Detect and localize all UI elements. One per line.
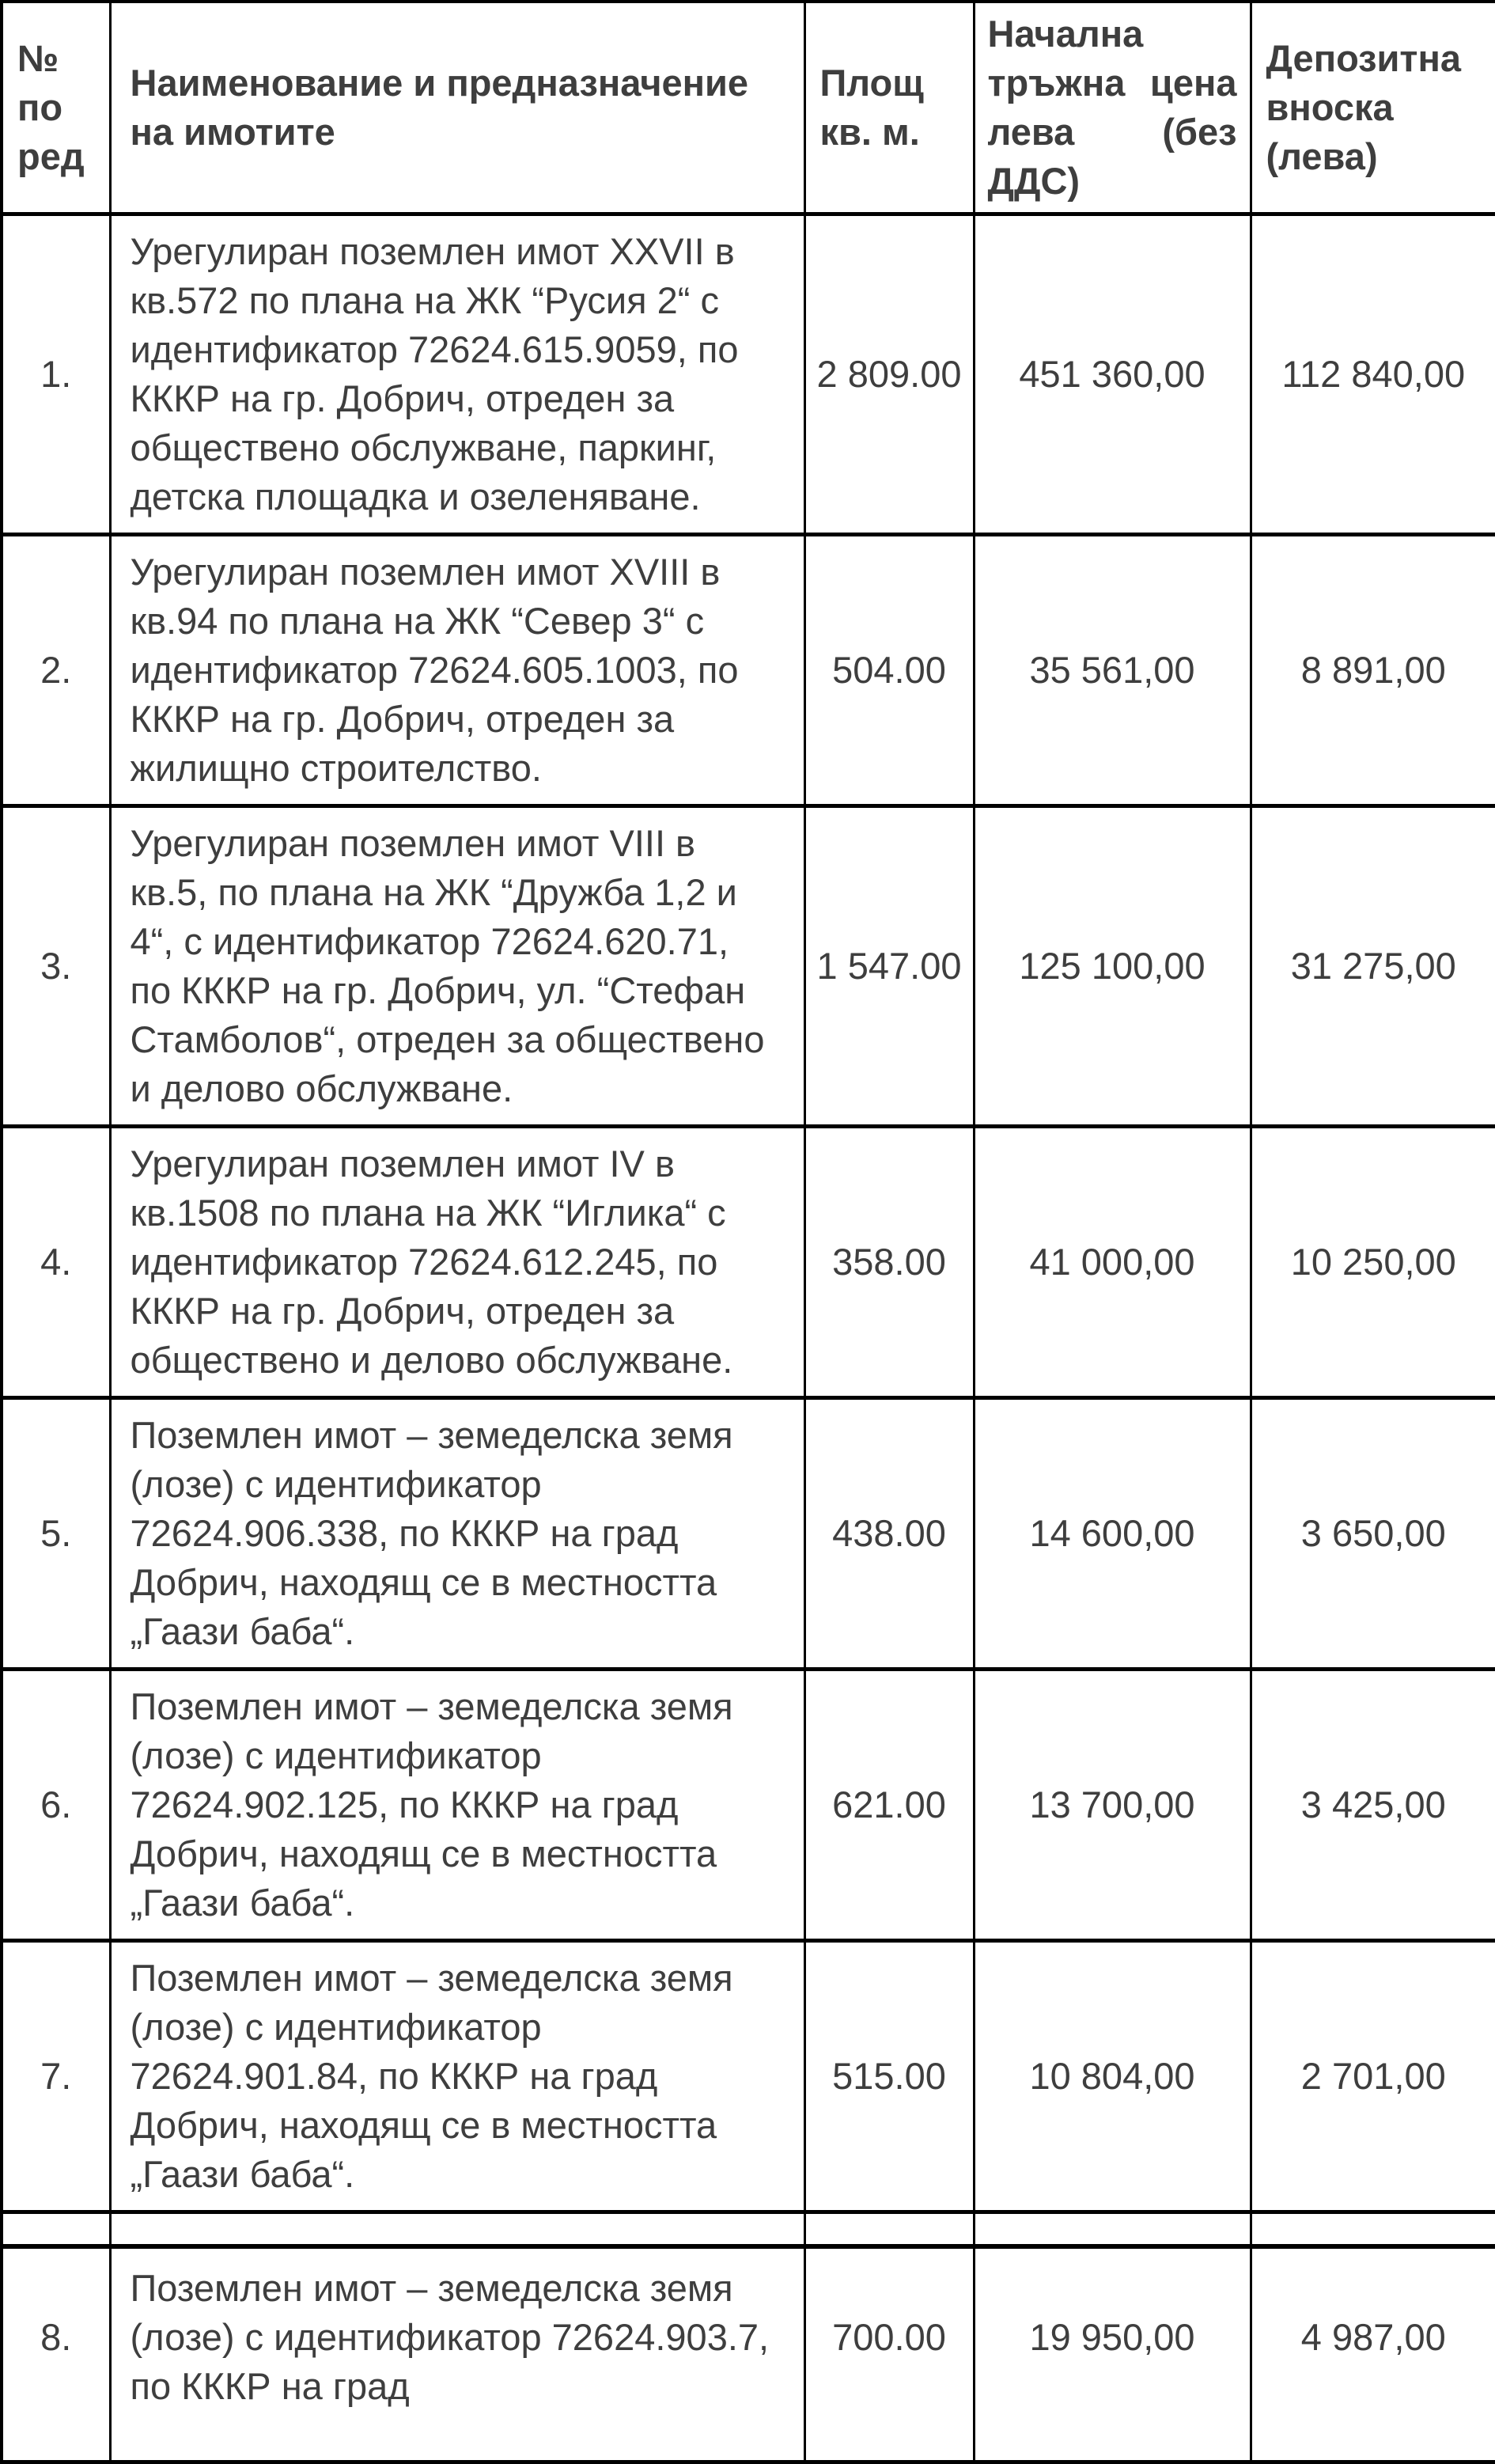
property-description: Поземлен имот – земеделска земя (лозе) с идентификатор 72624.902.125, по КККР на град Добрич, находящ се в местността „Гаази баба“.: [110, 1670, 804, 1941]
table-row: [2, 1670, 1495, 1941]
area-value: 515.00: [804, 1941, 974, 2212]
table-row: [2, 1941, 1495, 2212]
price-value: 10 804,00: [974, 1941, 1251, 2212]
row-number: 2.: [2, 535, 110, 806]
deposit-value: 112 840,00: [1251, 214, 1495, 535]
deposit-value: 4 987,00: [1251, 2212, 1495, 2462]
header-row: [2, 2, 1495, 214]
row-number: 5.: [2, 1398, 110, 1670]
area-value: 438.00: [804, 1398, 974, 1670]
row-number: 6.: [2, 1670, 110, 1941]
area-value: 621.00: [804, 1670, 974, 1941]
property-description: Поземлен имот – земеделска земя (лозе) с идентификатор 72624.901.84, по КККР на град Добрич, находящ се в местността „Гаази баба“.: [110, 1941, 804, 2212]
area-value: 2 809.00: [804, 214, 974, 535]
price-value: 13 700,00: [974, 1670, 1251, 1941]
col-header-property-name: Наименование и предназначение на имотите: [110, 2, 804, 214]
property-description: Поземлен имот – земеделска земя (лозе) с идентификатор 72624.906.338, по КККР на град Добрич, находящ се в местността „Гаази баба“.: [110, 1398, 804, 1670]
area-value: 504.00: [804, 535, 974, 806]
deposit-value: 3 425,00: [1251, 1670, 1495, 1941]
price-value: 125 100,00: [974, 806, 1251, 1127]
area-value: 358.00: [804, 1127, 974, 1398]
col-header-area: Площ кв. м.: [804, 2, 974, 214]
row-number: 4.: [2, 1127, 110, 1398]
deposit-value: 10 250,00: [1251, 1127, 1495, 1398]
page-bottom-cut-line: [0, 2244, 1495, 2249]
col-header-starting-price: Начална тръжна цена лева (без ДДС): [974, 2, 1251, 214]
table-row: [2, 806, 1495, 1127]
col-header-deposit: Депозитна вноска (лева): [1251, 2, 1495, 214]
price-value: 451 360,00: [974, 214, 1251, 535]
row-number: 3.: [2, 806, 110, 1127]
area-value: 700.00: [804, 2212, 974, 2462]
row-number: 1.: [2, 214, 110, 535]
property-description: Урегулиран поземлен имот VIII в кв.5, по плана на ЖК “Дружба 1,2 и 4“, с идентификатор 72624.620.71, по КККР на гр. Добрич, ул. “Стефан Стамболов“, отреден за обществено и делово обслужване.: [110, 806, 804, 1127]
property-description: Поземлен имот – земеделска земя (лозе) с идентификатор 72624.903.7, по КККР на град: [110, 2212, 804, 2462]
table-row: [2, 2212, 1495, 2462]
price-value: 19 950,00: [974, 2212, 1251, 2462]
price-value: 14 600,00: [974, 1398, 1251, 1670]
price-value: 41 000,00: [974, 1127, 1251, 1398]
deposit-value: 8 891,00: [1251, 535, 1495, 806]
row-number: 8.: [2, 2212, 110, 2462]
table-row: [2, 1127, 1495, 1398]
table-row: [2, 214, 1495, 535]
property-description: Урегулиран поземлен имот IV в кв.1508 по плана на ЖК “Иглика“ с идентификатор 72624.612.245, по КККР на гр. Добрич, отреден за обществено и делово обслужване.: [110, 1127, 804, 1398]
col-header-row-number: № по ред: [2, 2, 110, 214]
property-description: Урегулиран поземлен имот XXVII в кв.572 по плана на ЖК “Русия 2“ с идентификатор 72624.615.9059, по КККР на гр. Добрич, отреден за обществено обслужване, паркинг, детска площадка и озеленяване.: [110, 214, 804, 535]
table-row: [2, 1398, 1495, 1670]
deposit-value: 3 650,00: [1251, 1398, 1495, 1670]
area-value: 1 547.00: [804, 806, 974, 1127]
deposit-value: 31 275,00: [1251, 806, 1495, 1127]
property-description: Урегулиран поземлен имот XVIII в кв.94 по плана на ЖК “Север 3“ с идентификатор 72624.605.1003, по КККР на гр. Добрич, отреден за жилищно строителство.: [110, 535, 804, 806]
table-row: [2, 535, 1495, 806]
deposit-value: 2 701,00: [1251, 1941, 1495, 2212]
price-value: 35 561,00: [974, 535, 1251, 806]
row-number: 7.: [2, 1941, 110, 2212]
